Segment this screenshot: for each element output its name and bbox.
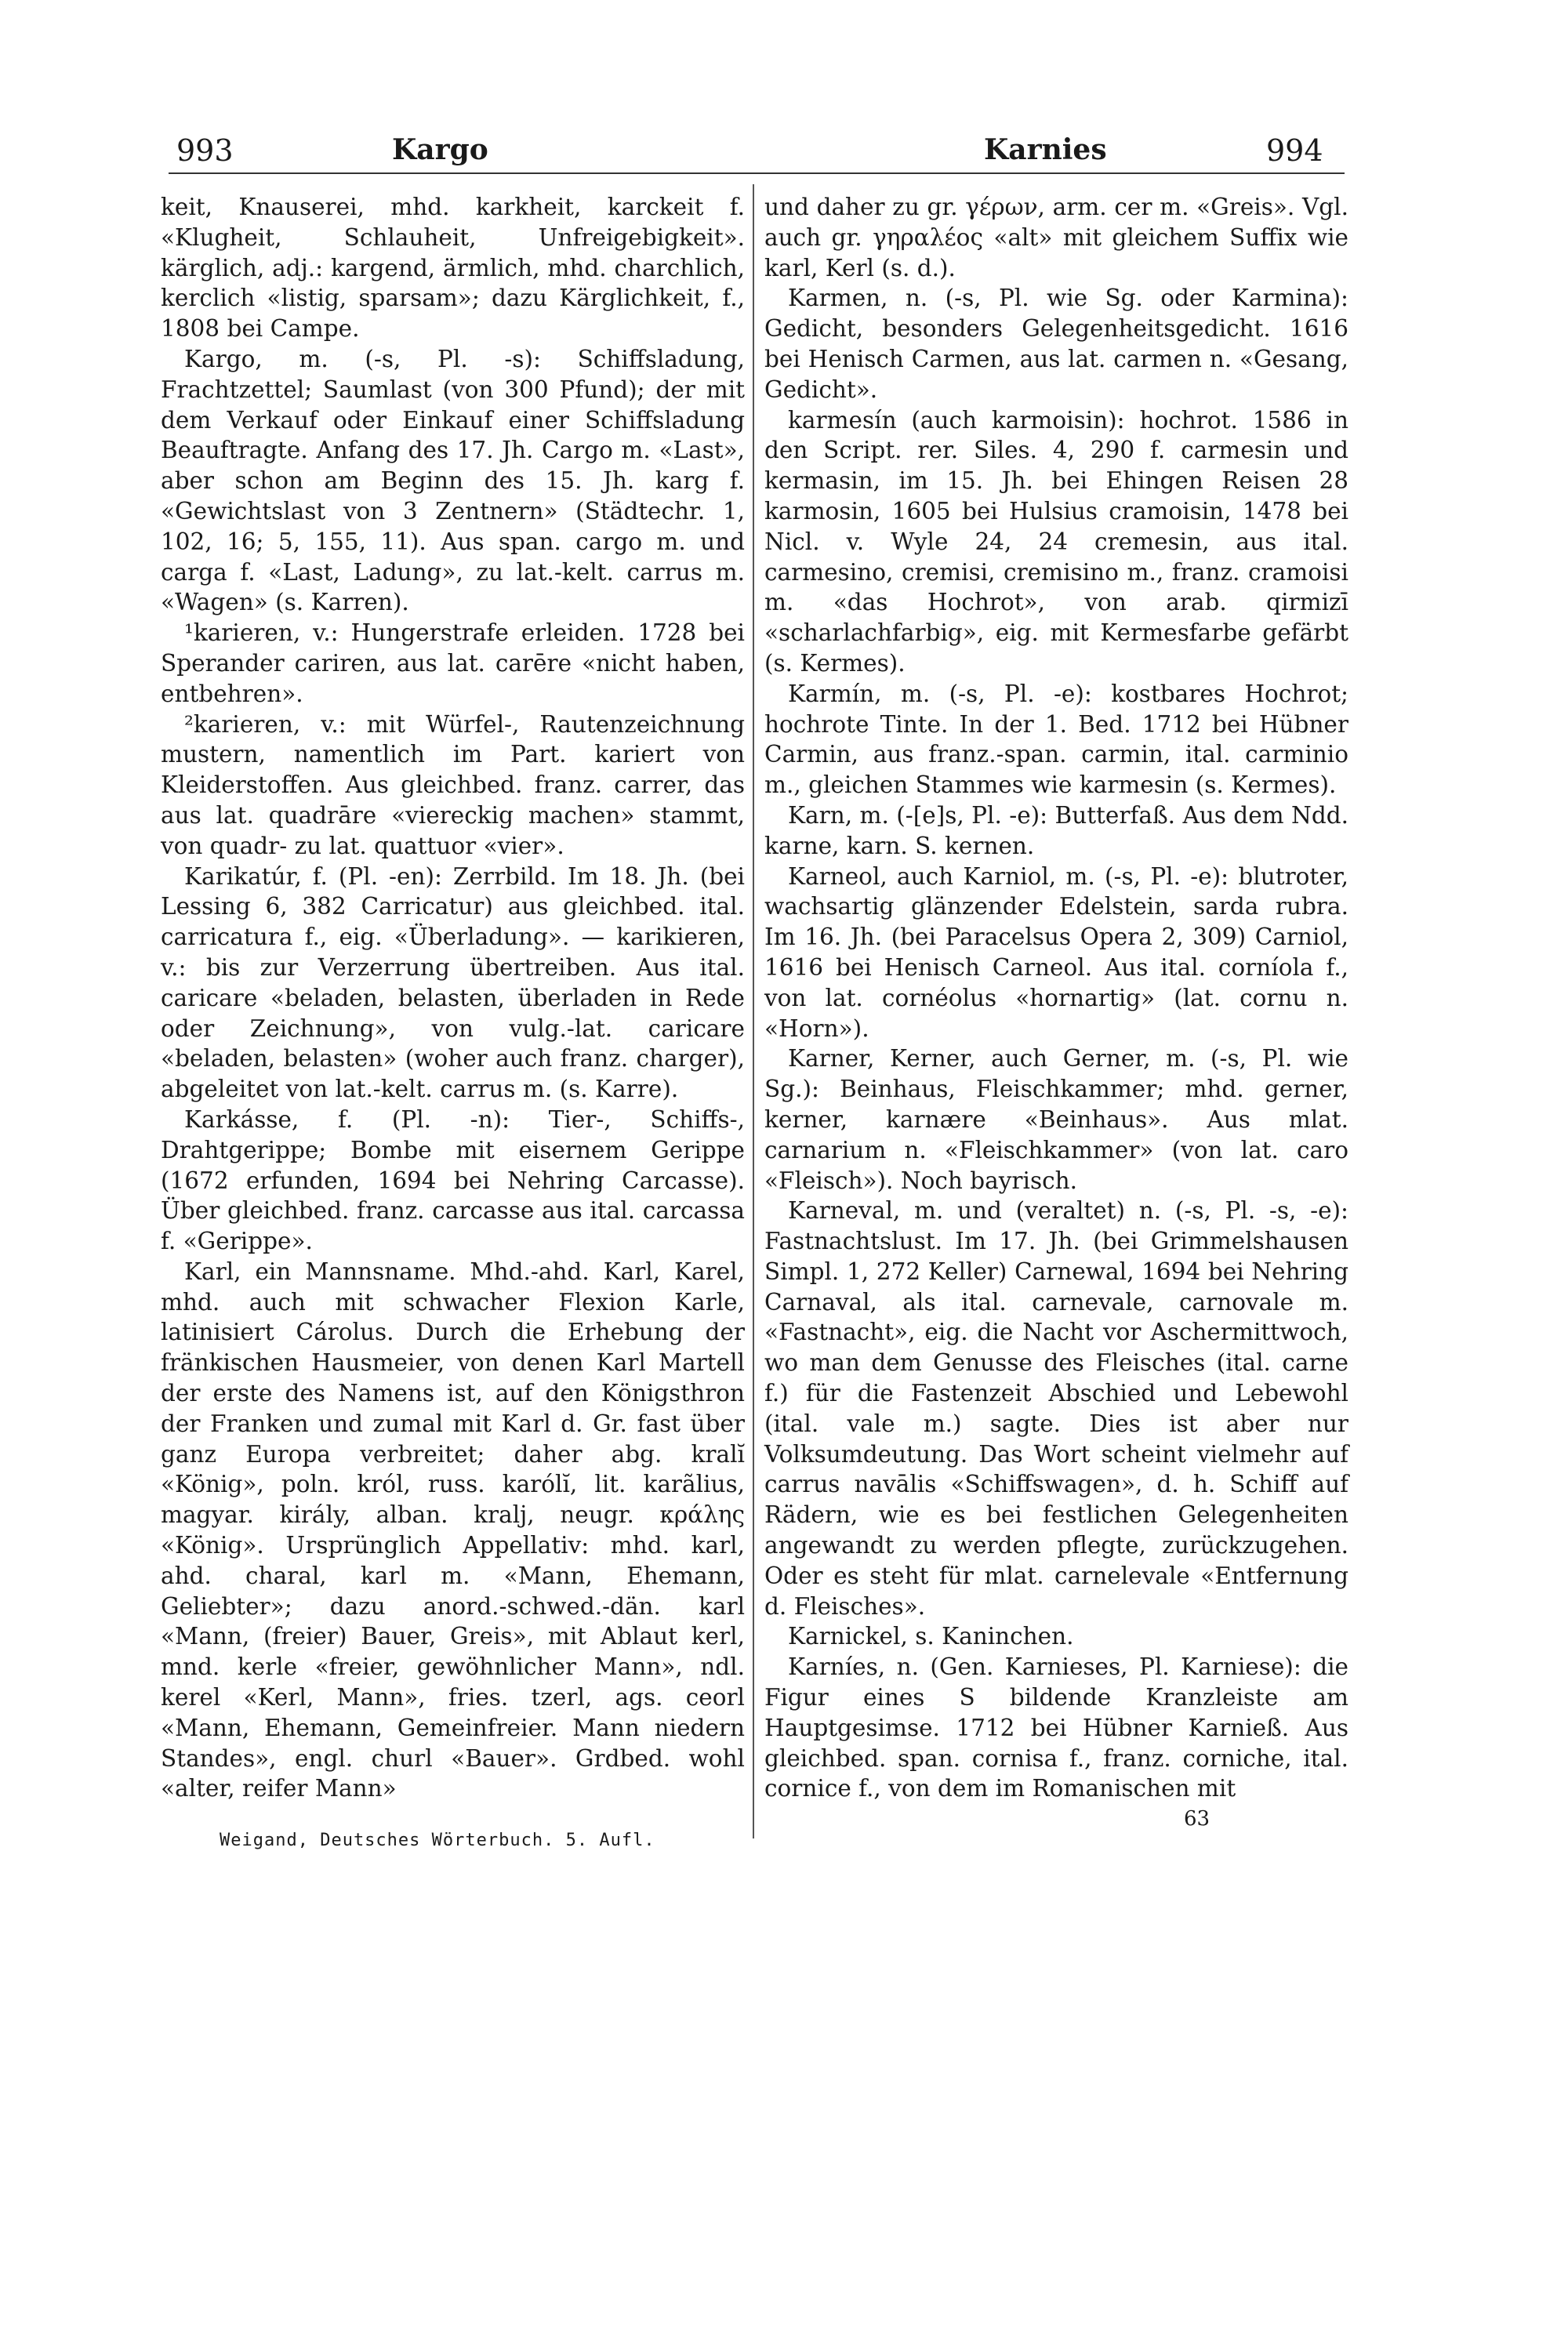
entry-paragraph: Karn, m. (-[e]s, Pl. -e): Butterfaß. Aus dem Ndd. karne, karn. S. kernen. (764, 801, 1348, 859)
page-number-right: 994 (1266, 133, 1323, 168)
entry-paragraph: ²karieren, v.: mit Würfel-, Rautenzeichnung mustern, namentlich im Part. kariert von Kleiderstoffen. Aus gleichbed. franz. carrer, das aus lat. quadrāre «viereckig machen» stammt, von quadr- zu lat. quattuor «vier». (161, 710, 745, 859)
entry-paragraph: Karneol, auch Karniol, m. (-s, Pl. -e): blutroter, wachsartig glänzender Edelstein, sarda rubra. Im 16. Jh. (bei Paracelsus Opera 2, 309) Carniol, 1616 bei Henisch Carneol. Aus ital. corníola f., von lat. cornéolus «hornartig» (lat. cornu n. «Horn»). (764, 862, 1348, 1042)
entry-paragraph: Karikatúr, f. (Pl. -en): Zerrbild. Im 18. Jh. (bei Lessing 6, 382 Carricatur) aus gleichbed. ital. carricatura f., eig. «Überladung». — karikieren, v.: bis zur Verzerrung übertreiben. Aus ital. caricare «beladen, belasten, überladen in Rede oder Zeichnung», von vulg.-lat. caricare «beladen, belasten» (woher auch franz. charger), abgeleitet von lat.-kelt. carrus m. (s. Karre). (161, 862, 745, 1103)
entry-paragraph: Karmen, n. (-s, Pl. wie Sg. oder Karmina): Gedicht, besonders Gelegenheitsgedicht. 1616 bei Henisch Carmen, aus lat. carmen n. «Gesang, Gedicht». (764, 285, 1348, 403)
right-column (764, 192, 1348, 1804)
entry-paragraph: Karníes, n. (Gen. Karnieses, Pl. Karniese): die Figur eines S bildende Kranzleiste am Hauptgesimse. 1712 bei Hübner Karnieß. Aus gleichbed. span. cornisa f., franz. corniche, ital. cornice f., von dem im Romanischen mit (764, 1653, 1348, 1802)
entry-paragraph: keit, Knauserei, mhd. karkheit, karckeit f. «Klugheit, Schlauheit, Unfreigebigkeit». kärglich, adj.: kargend, ärmlich, mhd. charchlich, kerclich «listig, sparsam»; dazu Kärglichkeit, f., 1808 bei Campe. (161, 194, 745, 343)
entry-paragraph: Karmín, m. (-s, Pl. -e): kostbares Hochrot; hochrote Tinte. In der 1. Bed. 1712 bei Hübner Carmin, aus franz.-span. carmin, ital. carminio m., gleichen Stammes wie karmesin (s. Kermes). (764, 680, 1348, 799)
running-headword-left: Kargo (392, 133, 488, 166)
running-headword-right: Karnies (984, 133, 1107, 166)
entry-paragraph: Karner, Kerner, auch Gerner, m. (-s, Pl. wie Sg.): Beinhaus, Fleischkammer; mhd. gerner, kerner, karnære «Beinhaus». Aus mlat. carnarium n. «Fleischkammer» (von lat. caro «Fleisch»). Noch bayrisch. (764, 1045, 1348, 1194)
entry-paragraph: Karneval, m. und (veraltet) n. (-s, Pl. -s, -e): Fastnachtslust. Im 17. Jh. (bei Grimmelshausen Simpl. 1, 272 Keller) Carnewal, 1694 bei Nehring Carnaval, als ital. carnevale, carnovale m. «Fastnacht», eig. die Nacht vor Aschermittwoch, wo man dem Genusse des Fleisches (ital. carne f.) für die Fastenzeit Abschied und Lebewohl (ital. vale m.) sagte. Dies ist aber nur Volksumdeutung. Das Wort scheint vielmehr auf carrus navālis «Schiffswagen», d. h. Schiff auf Rädern, wie es bei festlichen Gelegenheiten angewandt zu werden pflegte, zurückzugehen. Oder es steht für mlat. carnelevale «Entfernung d. Fleisches». (764, 1197, 1348, 1620)
header-rule (169, 172, 1345, 174)
entry-paragraph: ¹karieren, v.: Hungerstrafe erleiden. 1728 bei Sperander cariren, aus lat. carēre «nicht haben, entbehren». (161, 619, 745, 707)
signature-mark: 63 (1184, 1807, 1210, 1831)
entry-paragraph: Karkásse, f. (Pl. -n): Tier-, Schiffs-, Drahtgerippe; Bombe mit eisernem Gerippe (1672 erfunden, 1694 bei Nehring Carcasse). Über gleichbed. franz. carcasse aus ital. carcassa f. «Gerippe». (161, 1105, 745, 1255)
entry-paragraph: Kargo, m. (-s, Pl. -s): Schiffsladung, Frachtzettel; Saumlast (von 300 Pfund); der mit dem Verkauf oder Einkauf einer Schiffsladung Beauftragte. Anfang des 17. Jh. Cargo m. «Last», aber schon am Beginn des 15. Jh. karg f. «Gewichtslast von 3 Zentnern» (Städtechr. 1, 102, 16; 5, 155, 11). Aus span. cargo m. und carga f. «Last, Ladung», zu lat.-kelt. carrus m. «Wagen» (s. Karren). (161, 345, 745, 616)
entry-paragraph: karmesín (auch karmoisin): hochrot. 1586 in den Script. rer. Siles. 4, 290 f. carmesin und kermasin, im 15. Jh. bei Ehingen Reisen 28 karmosin, 1605 bei Hulsius cramoisin, 1478 bei Nicl. v. Wyle 24, 24 cremesin, aus ital. carmesino, cremisi, cremisino m., franz. cramoisi m. «das Hochrot», von arab. qirmizī «scharlachfarbig», eig. mit Kermesfarbe gefärbt (s. Kermes). (764, 406, 1348, 677)
column-divider (753, 184, 754, 1838)
entry-paragraph: und daher zu gr. γέρων, arm. cer m. «Greis». Vgl. auch gr. γηραλέος «alt» mit gleichem Suffix wie karl, Kerl (s. d.). (764, 194, 1348, 281)
entry-paragraph: Karnickel, s. Kaninchen. (788, 1623, 1074, 1650)
footer-note: Weigand, Deutsches Wörterbuch. 5. Aufl. (220, 1831, 655, 1850)
entry-paragraph: Karl, ein Mannsname. Mhd.-ahd. Karl, Karel, mhd. auch mit schwacher Flexion Karle, latinisiert Cárolus. Durch die Erhebung der fränkischen Hausmeier, von denen Karl Martell der erste des Namens ist, auf den Königsthron der Franken und zumal mit Karl d. Gr. fast über ganz Europa verbreitet; daher abg. kralĭ «König», poln. król, russ. karólĭ, lit. karãlius, magyar. király, alban. kralj, neugr. κράλης «König». Ursprünglich Appellativ: mhd. karl, ahd. charal, karl m. «Mann, Ehemann, Geliebter»; dazu anord.-schwed.-dän. karl «Mann, (freier) Bauer, Greis», mit Ablaut kerl, mnd. kerle «freier, gewöhnlicher Mann», ndl. kerel «Kerl, Mann», fries. tzerl, ags. ceorl «Mann, Ehemann, Gemeinfreier. Mann niedern Standes», engl. churl «Bauer». Grdbed. wohl «alter, reifer Mann» (161, 1258, 745, 1802)
left-column (161, 192, 745, 1804)
page-number-left: 993 (176, 133, 234, 168)
